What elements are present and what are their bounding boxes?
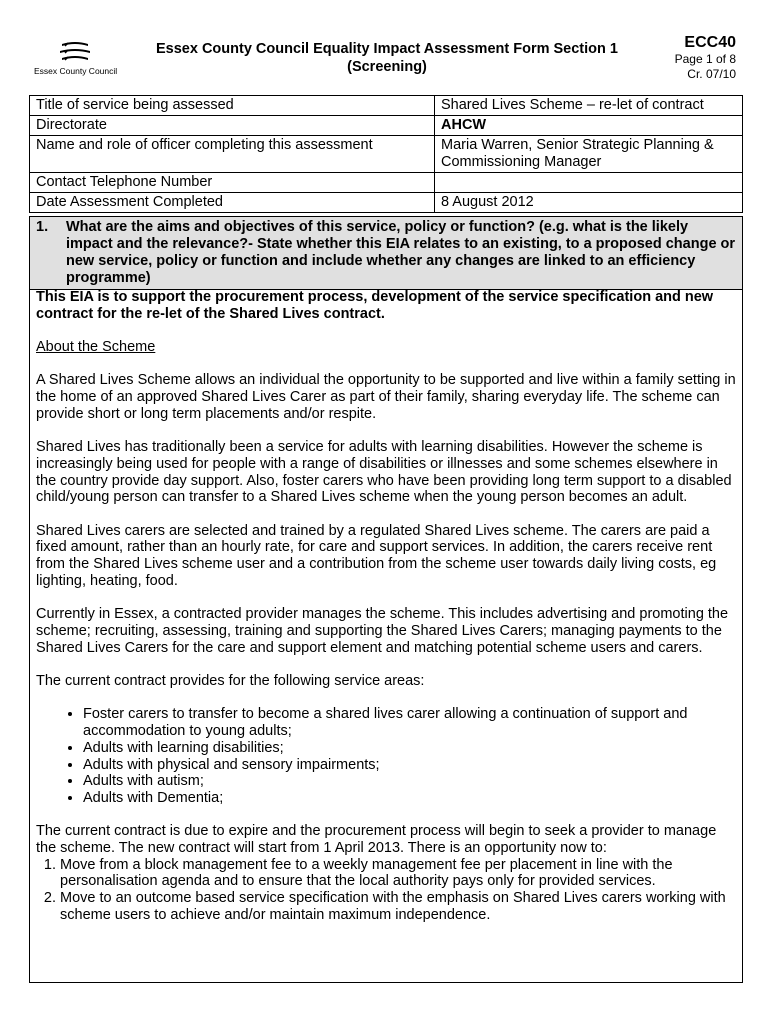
- council-logo: [34, 40, 116, 80]
- form-reference: [675, 33, 736, 82]
- list-item: 2. Move to an outcome based service specification with the emphasis on Shared Lives carers working with scheme users to achieve and/or maintain maximum independence.: [60, 890, 736, 923]
- question-box: [29, 216, 743, 290]
- row-value: 8 August 2012: [435, 193, 743, 213]
- list-item: 1. Move from a block management fee to a weekly management fee per placement in line with the personalisation agenda and to ensure that the local authority pays only for provided services.: [60, 857, 736, 890]
- list-item: • Adults with autism;: [83, 773, 736, 790]
- row-label: Name and role of officer completing this assessment: [30, 136, 435, 173]
- form-code: ECC40: [684, 34, 736, 51]
- paragraph: The current contract provides for the following service areas:: [36, 673, 425, 690]
- page-number: Page 1 of 8: [674, 52, 736, 66]
- assessment-info-table: [29, 95, 743, 213]
- row-label: Directorate: [30, 116, 435, 136]
- list-item: • Adults with physical and sensory impairments;: [83, 757, 736, 774]
- row-label: Date Assessment Completed: [30, 193, 435, 213]
- list-item: • Foster carers to transfer to become a shared lives carer allowing a continuation of support and accommodation to young adults;: [83, 706, 736, 739]
- question-number: 1.: [36, 219, 49, 235]
- section-heading: About the Scheme: [36, 339, 156, 356]
- table-row: [30, 193, 743, 213]
- row-value: AHCW: [435, 116, 743, 136]
- service-areas-list: [36, 706, 736, 806]
- table-row: [30, 96, 743, 116]
- paragraph: The current contract is due to expire and the procurement process will begin to seek a provider to manage the scheme. The new contract will start from 1 April 2013. There is an opportunity now to:: [36, 823, 717, 857]
- table-row: [30, 116, 743, 136]
- page-header: [0, 0, 770, 95]
- form-title: Essex County Council Equality Impact Assessment Form Section 1 (Screening): [156, 41, 618, 75]
- row-label: Contact Telephone Number: [30, 173, 435, 193]
- revision: Cr. 07/10: [687, 67, 736, 81]
- logo-text: Essex County Council: [34, 66, 118, 76]
- paragraph: Currently in Essex, a contracted provider manages the scheme. This includes advertising and promoting the scheme; recruiting, assessing, training and supporting the Shared Lives Carers; managing payments to the Shared Lives Carers for the care and support element and matching potential scheme users and carers.: [36, 606, 729, 656]
- list-item: • Adults with Dementia;: [83, 790, 736, 807]
- row-value: Maria Warren, Senior Strategic Planning & Commissioning Manager: [435, 136, 743, 173]
- question-text: What are the aims and objectives of this service, policy or function? (e.g. what is the likely impact and the relevance?- State whether this EIA relates to an existing, to a proposed change or new service, policy or function and include whether any changes are linked to an efficiency programme): [66, 219, 736, 286]
- row-value: Shared Lives Scheme – re-let of contract: [435, 96, 743, 116]
- opportunities-list: [36, 857, 736, 924]
- three-seaxes-icon: [58, 40, 92, 64]
- answer-intro: This EIA is to support the procurement process, development of the service specification and new contract for the re-let of the Shared Lives contract.: [36, 289, 714, 322]
- table-row: [30, 173, 743, 193]
- paragraph: A Shared Lives Scheme allows an individual the opportunity to be supported and live within a family setting in the home of an approved Shared Lives Carer as part of their family, sharing everyday life. The scheme can provide short or long term placements and/or respite.: [36, 372, 736, 422]
- paragraph: Shared Lives has traditionally been a service for adults with learning disabilities. However the scheme is increasingly being used for people with a range of disabilities or illnesses and some schemes elsewhere in the country provide day support. Also, foster carers who have been providing long term support to a disabled child/young person can transfer to a Shared Lives scheme when the young person becomes an adult.: [36, 439, 732, 506]
- row-label: Title of service being assessed: [30, 96, 435, 116]
- paragraph: Shared Lives carers are selected and trained by a regulated Shared Lives scheme. The carers are paid a fixed amount, rather than an hourly rate, for care and support services. In addition, the carers receive rent from the Shared Lives scheme user and a contribution from the scheme user towards daily living costs, eg lighting, heating, food.: [36, 522, 717, 589]
- table-row: [30, 136, 743, 173]
- list-item: • Adults with learning disabilities;: [83, 740, 736, 757]
- row-value: [435, 173, 743, 193]
- answer-box: [29, 289, 743, 983]
